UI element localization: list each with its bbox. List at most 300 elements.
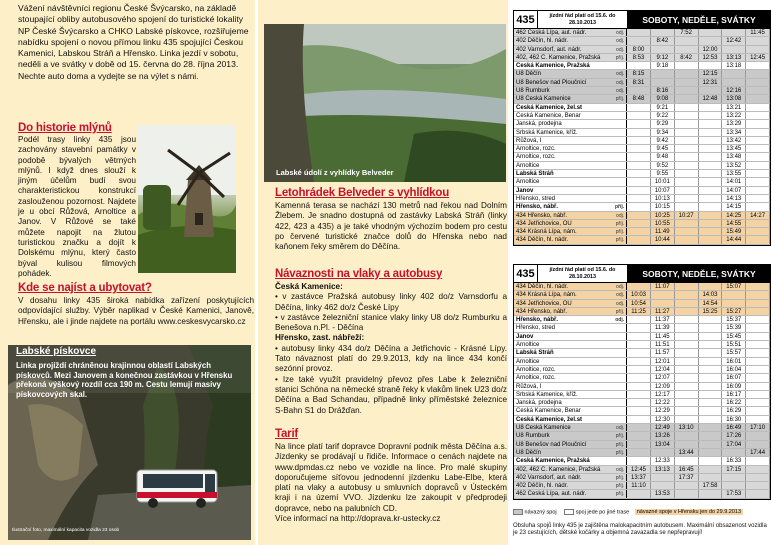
- departure-time: [651, 482, 675, 489]
- departure-time: [675, 490, 699, 497]
- departure-time: 14:15: [722, 203, 746, 210]
- departure-time: [651, 291, 675, 298]
- departure-time: [746, 137, 770, 144]
- connections-text: [275, 282, 507, 416]
- arr-dep-marker: odj.: [616, 292, 625, 299]
- capacity-note: Obsluha spojů linky 435 je zajištěna malokapacitním autobusem. Maximální obsazenost vozidla je 23 cestujících, dětské kočárky a objemná zavazadla se nepřepravují!: [513, 523, 767, 536]
- departure-time: 13:42: [722, 137, 746, 144]
- departure-time: [699, 236, 723, 243]
- departure-time: [699, 212, 723, 219]
- departure-time: 13:21: [722, 104, 746, 111]
- stop-name: 434 Hřensko, nábř. odj.: [514, 212, 627, 219]
- departure-time: [746, 46, 770, 53]
- departure-time: [627, 220, 651, 227]
- departure-time: 12:22: [651, 399, 675, 406]
- departure-time: [675, 333, 699, 340]
- timetable-row: [514, 79, 770, 87]
- departure-time: 8:00: [627, 46, 651, 53]
- departure-time: [675, 153, 699, 160]
- line-number: 435: [514, 11, 538, 28]
- departure-time: [675, 291, 699, 298]
- belveder-text: Kamenná terasa se nachází 130 metrů nad řekou nad Dolním Žlebem. Je snadno dostupná od zastávky Labská Stráň (linky 422, 423 a 435) a je také vhodným výchozím bodem pro cestu po červené turistické značce dolů do Hřenska nebo nad kaňonem řeky směrem do Děčína.: [275, 201, 507, 252]
- timetable-row: [514, 432, 770, 440]
- timetable-row: [514, 178, 770, 186]
- stop-name: 402 Děčín, hl. nádr. příj.: [514, 482, 627, 489]
- arr-dep-marker: odj.: [616, 284, 625, 290]
- departure-time: [675, 170, 699, 177]
- stop-name: 434 Hřensko, nábř. příj.: [514, 308, 627, 315]
- departure-time: 14:54: [699, 300, 723, 307]
- departure-time: [746, 333, 770, 340]
- departure-time: [746, 203, 770, 210]
- departure-time: [627, 324, 651, 331]
- timetable-row: [514, 366, 770, 374]
- departure-time: 14:01: [722, 178, 746, 185]
- departure-time: [746, 195, 770, 202]
- departure-time: [699, 228, 723, 235]
- departure-time: [675, 349, 699, 356]
- timetable-row: [514, 228, 770, 236]
- departure-time: [746, 87, 770, 94]
- stop-name: Česká Kamenice, Benar: [514, 407, 627, 414]
- departure-time: [746, 170, 770, 177]
- departure-time: [627, 358, 651, 365]
- departure-time: [651, 300, 675, 307]
- stop-name: Arnoltice, rozc.: [514, 153, 627, 160]
- departure-time: [627, 441, 651, 448]
- departure-time: [746, 366, 770, 373]
- stop-name: Hřensko, nábř. příj.: [514, 203, 627, 210]
- departure-time: [675, 162, 699, 169]
- departure-time: 17:10: [746, 424, 770, 431]
- departure-time: 15:27: [722, 308, 746, 315]
- departure-time: [699, 474, 723, 481]
- departure-time: 17:04: [722, 441, 746, 448]
- arr-dep-marker: příj.: [615, 308, 625, 315]
- arr-dep-marker: příj.: [615, 449, 625, 456]
- timetable-row: [514, 29, 770, 37]
- departure-time: [746, 104, 770, 111]
- departure-time: [699, 374, 723, 381]
- departure-time: [675, 383, 699, 390]
- stop-name: Srbská Kamenice, kříž.: [514, 391, 627, 398]
- timetable-row: [514, 220, 770, 228]
- departure-time: [699, 178, 723, 185]
- bus-photo: [135, 462, 220, 512]
- departure-time: 9:52: [651, 162, 675, 169]
- departure-time: 11:07: [651, 283, 675, 290]
- departure-time: 13:18: [722, 62, 746, 69]
- departure-time: [722, 449, 746, 456]
- departure-time: 11:10: [627, 482, 651, 489]
- legend-connecting: návazný spoj: [524, 509, 557, 516]
- departure-time: 11:45: [746, 29, 770, 36]
- timetable-row: [514, 195, 770, 203]
- departure-time: [675, 145, 699, 152]
- departure-time: [746, 37, 770, 44]
- legend-swatch-white: [564, 509, 574, 515]
- tariff-paragraph: Na lince platí tarif dopravce Dopravní podnik města Děčína a.s. Jízdenky se prodávají u řidiče. Informace o cenách najdete na www.dpmdas.cz nebo ve vozidle na lince. Pro malé skupiny doporučujeme síťovou jednodenní jízdenku Labe-Elbe, která platí na vlaky a autobusy u smluvních dopravců v Ústeckém kraji i na území VVO. Jízdenku lze zakoupit v předprodeji dopravce, nebo na palubních CD.: [275, 442, 507, 513]
- timetable-row: [514, 399, 770, 407]
- timetable-row: [514, 308, 770, 316]
- arr-dep-marker: příj.: [615, 96, 625, 103]
- departure-time: [675, 104, 699, 111]
- departure-time: 7:52: [675, 29, 699, 36]
- departure-time: 12:17: [651, 391, 675, 398]
- departure-time: [746, 358, 770, 365]
- departure-time: 10:54: [627, 300, 651, 307]
- departure-time: [675, 187, 699, 194]
- departure-time: [675, 441, 699, 448]
- departure-time: [699, 407, 723, 414]
- departure-time: 11:39: [651, 324, 675, 331]
- departure-time: 9:21: [651, 104, 675, 111]
- stop-name: Srbská Kamenice, kříž.: [514, 129, 627, 136]
- departure-time: [722, 79, 746, 86]
- departure-time: [699, 145, 723, 152]
- stop-name: 434 Krásná Lípa, nám. odj.: [514, 291, 627, 298]
- departure-time: 13:08: [722, 95, 746, 102]
- departure-time: 13:55: [722, 170, 746, 177]
- departure-time: [746, 162, 770, 169]
- departure-time: [746, 466, 770, 473]
- timetable-row: [514, 324, 770, 332]
- departure-time: 13:52: [722, 162, 746, 169]
- departure-time: 13:26: [651, 432, 675, 439]
- departure-time: [746, 374, 770, 381]
- departure-time: [675, 120, 699, 127]
- departure-time: [699, 383, 723, 390]
- departure-time: [627, 129, 651, 136]
- timetable-row: [514, 441, 770, 449]
- departure-time: [699, 341, 723, 348]
- line-number: 435: [514, 265, 538, 282]
- departure-time: 16:01: [722, 358, 746, 365]
- timetable-row: [514, 341, 770, 349]
- departure-time: [627, 112, 651, 119]
- departure-time: [675, 416, 699, 423]
- departure-time: [699, 391, 723, 398]
- timetable-row: [514, 54, 770, 62]
- stop-name: Janská, prodejna: [514, 399, 627, 406]
- departure-time: [699, 432, 723, 439]
- connections-p4: • Ize také využít pravidelný převoz přes Labe k železniční stanici Schöna na německé straně řeky k vlakům linek U23 do/z Děčína a Bad Schandau, případně linky příměstské železnice S-Bahn S1 do Drážďan.: [275, 374, 507, 415]
- departure-time: [699, 129, 723, 136]
- timetable-rows: [514, 29, 770, 245]
- departure-time: 11:51: [651, 341, 675, 348]
- departure-time: 17:15: [722, 466, 746, 473]
- departure-time: 16:09: [722, 383, 746, 390]
- departure-time: [675, 236, 699, 243]
- departure-time: [627, 490, 651, 497]
- departure-time: [675, 391, 699, 398]
- departure-time: [675, 137, 699, 144]
- connections-p3: • autobusy linky 434 do/z Děčína a Jetřichovic - Krásné Lípy. Tato návaznost platí do 29.9.2013, kdy na lince 434 končí sezónní provoz.: [275, 343, 507, 374]
- departure-time: [627, 349, 651, 356]
- arr-dep-marker: odj.: [616, 46, 625, 53]
- stop-name: Arnoltice, rozc.: [514, 374, 627, 381]
- departure-time: [675, 283, 699, 290]
- departure-time: 13:13: [722, 54, 746, 61]
- departure-time: [675, 457, 699, 464]
- departure-time: [627, 374, 651, 381]
- departure-time: [675, 62, 699, 69]
- departure-time: [746, 283, 770, 290]
- departure-time: 13:04: [651, 441, 675, 448]
- departure-time: [722, 300, 746, 307]
- departure-time: [746, 383, 770, 390]
- departure-time: [746, 474, 770, 481]
- timetable-row: [514, 129, 770, 137]
- departure-time: 8:31: [627, 79, 651, 86]
- departure-time: [746, 308, 770, 315]
- departure-time: [722, 482, 746, 489]
- departure-time: [675, 87, 699, 94]
- departure-time: 17:58: [699, 482, 723, 489]
- departure-time: [651, 474, 675, 481]
- departure-time: [746, 441, 770, 448]
- departure-time: 13:48: [722, 153, 746, 160]
- departure-time: [699, 466, 723, 473]
- departure-time: [627, 137, 651, 144]
- stop-name: Česká Kamenice, žel.st: [514, 104, 627, 111]
- departure-time: [675, 70, 699, 77]
- middle-column: [258, 0, 510, 545]
- departure-time: 15:07: [722, 283, 746, 290]
- arr-dep-marker: odj.: [616, 88, 625, 95]
- tariff-title: Tarif: [275, 428, 299, 440]
- departure-time: [627, 212, 651, 219]
- stop-name: Janská, prodejna: [514, 120, 627, 127]
- timetable-row: [514, 120, 770, 128]
- windmill-photo: [138, 125, 236, 273]
- departure-time: [699, 490, 723, 497]
- departure-time: [675, 407, 699, 414]
- arr-dep-marker: odj.: [616, 38, 625, 45]
- departure-time: [699, 104, 723, 111]
- departure-time: [627, 407, 651, 414]
- arr-dep-marker: příj.: [615, 491, 625, 498]
- departure-time: 16:17: [722, 391, 746, 398]
- stop-name: Janov: [514, 187, 627, 194]
- departure-time: [746, 316, 770, 323]
- arr-dep-marker: odj.: [616, 300, 625, 307]
- departure-time: [699, 203, 723, 210]
- departure-time: [651, 449, 675, 456]
- connections-p2: • v zastávce železniční stanice vlaky linky U8 do/z Rumburku a Benešova n.Pl. - Děčína: [275, 312, 507, 333]
- timetable-row: [514, 316, 770, 324]
- intro-tagline: Nechte auto doma a vydejte se na výlet s námi.: [18, 70, 199, 81]
- stop-name: U8 Rumburk příj.: [514, 432, 627, 439]
- arr-dep-marker: odj.: [616, 79, 625, 86]
- departure-time: 12:07: [651, 374, 675, 381]
- departure-time: 9:22: [651, 112, 675, 119]
- stop-name: U8 Děčín odj.: [514, 70, 627, 77]
- validity: jízdní řád platí od 15.6. do 28.10.2013: [538, 265, 628, 282]
- departure-time: [627, 399, 651, 406]
- departure-time: 15:37: [722, 316, 746, 323]
- timetable-row: [514, 203, 770, 211]
- departure-time: 9:42: [651, 137, 675, 144]
- departure-time: [627, 333, 651, 340]
- stop-name: 402 Děčín, hl. nádr. odj.: [514, 37, 627, 44]
- departure-time: [627, 316, 651, 323]
- departure-time: [699, 120, 723, 127]
- departure-time: 13:37: [627, 474, 651, 481]
- departure-time: [627, 29, 651, 36]
- departure-time: [675, 228, 699, 235]
- departure-time: 9:08: [651, 95, 675, 102]
- departure-time: [746, 324, 770, 331]
- departure-time: [627, 37, 651, 44]
- timetable-row: [514, 37, 770, 45]
- legend-swatch-grey: [513, 509, 523, 515]
- departure-time: 12:01: [651, 358, 675, 365]
- departure-time: 12:29: [651, 407, 675, 414]
- departure-time: [699, 195, 723, 202]
- departure-time: [746, 129, 770, 136]
- departure-time: [746, 291, 770, 298]
- departure-time: [746, 79, 770, 86]
- departure-time: [699, 153, 723, 160]
- departure-time: 15:51: [722, 341, 746, 348]
- stop-name: 434 Jetřichovice, OÚ odj.: [514, 300, 627, 307]
- stop-name: U8 Benešov nad Ploučnicí příj.: [514, 441, 627, 448]
- departure-time: 10:01: [651, 178, 675, 185]
- departure-time: [699, 137, 723, 144]
- departure-time: [675, 432, 699, 439]
- departure-time: [746, 145, 770, 152]
- departure-time: [699, 170, 723, 177]
- timetable-header: [514, 265, 770, 283]
- departure-time: [746, 153, 770, 160]
- stop-name: U8 Česká Kamenice odj.: [514, 424, 627, 431]
- departure-time: [627, 195, 651, 202]
- stop-name: U8 Česká Kamenice příj.: [514, 95, 627, 102]
- departure-time: 13:29: [722, 120, 746, 127]
- departure-time: [675, 79, 699, 86]
- departure-time: 12:33: [651, 457, 675, 464]
- stop-name: 434 Jetřichovice, OÚ příj.: [514, 220, 627, 227]
- departure-time: [746, 457, 770, 464]
- stop-name: Hřensko, stred: [514, 195, 627, 202]
- timetable-row: [514, 391, 770, 399]
- departure-time: [627, 203, 651, 210]
- timetable-row: [514, 236, 770, 244]
- departure-time: [699, 37, 723, 44]
- arr-dep-marker: odj.: [616, 71, 625, 78]
- departure-time: [627, 391, 651, 398]
- departure-time: [675, 324, 699, 331]
- timetable-row: [514, 407, 770, 415]
- timetable-row: [514, 457, 770, 465]
- departure-time: 12:48: [699, 95, 723, 102]
- departure-time: [699, 62, 723, 69]
- departure-time: [699, 449, 723, 456]
- departure-time: 8:15: [627, 70, 651, 77]
- departure-time: [675, 95, 699, 102]
- departure-time: 16:22: [722, 399, 746, 406]
- departure-time: [699, 366, 723, 373]
- timetable-row: [514, 170, 770, 178]
- departure-time: [699, 399, 723, 406]
- arr-dep-marker: příj.: [615, 441, 625, 448]
- departure-time: [627, 120, 651, 127]
- departure-time: [722, 46, 746, 53]
- departure-time: [746, 490, 770, 497]
- stop-name: Česká Kamenice, Pražská: [514, 62, 627, 69]
- departure-time: [675, 374, 699, 381]
- departure-time: [675, 112, 699, 119]
- departure-time: 8:48: [627, 95, 651, 102]
- departure-time: 16:29: [722, 407, 746, 414]
- operating-days: SOBOTY, NEDĚLE, SVÁTKY: [628, 11, 770, 28]
- departure-time: [746, 228, 770, 235]
- departure-time: 14:03: [699, 291, 723, 298]
- timetable-row: [514, 112, 770, 120]
- departure-time: [627, 236, 651, 243]
- departure-time: 12:49: [651, 424, 675, 431]
- stop-name: 402, 462 Č. Kamenice, Pražská příj.: [514, 54, 627, 61]
- belveder-title: Letohrádek Belveder s vyhlídkou: [275, 187, 450, 199]
- departure-time: [675, 308, 699, 315]
- departure-time: 14:07: [722, 187, 746, 194]
- departure-time: [627, 104, 651, 111]
- intro-paragraph: Vážení návštěvníci regionu České Švýcarsko, na základě stoupající obliby autobusového spojení do turistické lokality NP České Švýcarsko a CHKO Labské pískovce, rozšiřujeme nabídku spojení o novou přímou linku 435 spojující Českou Kamenici, Labskou Stráň a Hřensko. Linka jezdí v sobotu, neděli a ve svátky v době od 15. června do 28. října 2013.: [18, 3, 249, 70]
- departure-time: 12:15: [699, 70, 723, 77]
- connections-subtitle-kamenice: Česká Kamenice:: [275, 282, 343, 291]
- departure-time: [651, 70, 675, 77]
- departure-time: [627, 187, 651, 194]
- tariff-more-link[interactable]: Více informací na http://doprava.kr-ustecky.cz: [275, 514, 441, 524]
- stop-name: 434 Děčín, hl. nádr. odj.: [514, 283, 627, 290]
- departure-time: 9:45: [651, 145, 675, 152]
- timetable-row: [514, 349, 770, 357]
- departure-time: [746, 349, 770, 356]
- valley-caption: Labské údolí z vyhlídky Belveder: [276, 168, 394, 177]
- departure-time: 14:27: [746, 212, 770, 219]
- departure-time: [746, 220, 770, 227]
- departure-time: [627, 87, 651, 94]
- stop-name: Labská Stráň: [514, 349, 627, 356]
- departure-time: [746, 416, 770, 423]
- connections-subtitle-hrensko: Hřensko, zast. nábřeží:: [275, 333, 365, 343]
- timetable-row: [514, 291, 770, 299]
- stop-name: Arnoltice, rozc.: [514, 366, 627, 373]
- departure-time: 16:07: [722, 374, 746, 381]
- departure-time: [651, 46, 675, 53]
- departure-time: [746, 120, 770, 127]
- stop-name: Česká Kamenice, Benar: [514, 112, 627, 119]
- departure-time: [746, 399, 770, 406]
- stop-name: 402, 462 Č. Kamenice, Pražská odj.: [514, 466, 627, 473]
- departure-time: [746, 95, 770, 102]
- departure-time: [675, 195, 699, 202]
- departure-time: [627, 178, 651, 185]
- departure-time: [675, 220, 699, 227]
- connections-p1: • v zastávce Pražská autobusy linky 402 do/z Varnsdorfu a Děčína, linky 462 do/z České Lípy: [275, 292, 507, 312]
- departure-time: [746, 70, 770, 77]
- arr-dep-marker: odj.: [616, 425, 625, 432]
- departure-time: 13:22: [722, 112, 746, 119]
- departure-time: 17:44: [746, 449, 770, 456]
- timetable-return: [513, 264, 771, 500]
- timetable-rows: [514, 283, 770, 499]
- departure-time: [627, 432, 651, 439]
- departure-time: [675, 482, 699, 489]
- departure-time: 13:13: [651, 466, 675, 473]
- departure-time: 11:45: [651, 333, 675, 340]
